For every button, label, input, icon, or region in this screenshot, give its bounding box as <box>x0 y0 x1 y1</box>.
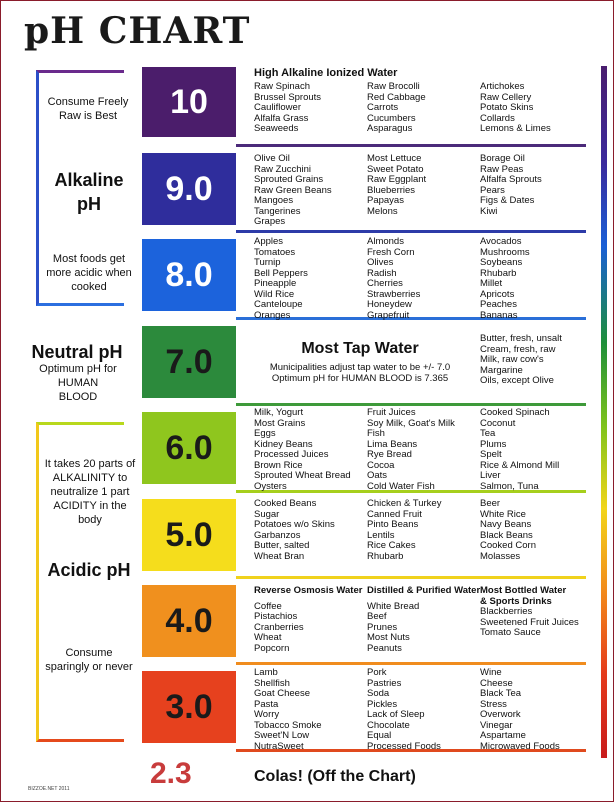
list-item: Canteloupe <box>254 299 303 310</box>
row-6-col-3 <box>480 408 559 492</box>
list-item: Raw Green Beans <box>254 184 332 196</box>
list-item: Potato Skins <box>480 102 534 113</box>
list-item: Pork <box>367 667 387 678</box>
list-item: Mangoes <box>254 195 294 206</box>
page-title: pH CHART <box>24 10 251 52</box>
list-item: Kiwi <box>480 205 498 217</box>
list-item: Tomato Sauce <box>480 627 541 638</box>
list-item: Oats <box>367 470 388 481</box>
list-item: Milk, raw cow's <box>480 354 544 365</box>
row-4-col-2 <box>367 586 480 654</box>
list-item: Beer <box>480 498 501 509</box>
list-item: Wild Rice <box>254 288 295 300</box>
list-item: Aspartame <box>480 730 526 741</box>
row-3-col-3 <box>480 668 560 752</box>
list-item: Coconut <box>480 417 516 429</box>
list-item: Peanuts <box>367 642 402 654</box>
list-item: Raw Peas <box>480 163 524 175</box>
row-10-header: High Alkaline Ionized Water <box>254 67 398 79</box>
list-item: Lack of Sleep <box>367 709 425 720</box>
list-item: Spelt <box>480 449 502 460</box>
list-item: Black Beans <box>480 529 533 541</box>
list-item: Blackberries <box>480 606 533 617</box>
ph-9-value: 9.0 <box>165 169 213 208</box>
list-item: Oysters <box>254 480 287 492</box>
row-10-col-1 <box>254 82 321 135</box>
row-divider <box>236 576 586 579</box>
list-item: Tobacco Smoke <box>254 719 322 731</box>
row-divider <box>236 230 586 233</box>
list-item: Molasses <box>480 550 521 562</box>
list-item: Cauliflower <box>254 102 301 113</box>
row-3-col-1 <box>254 668 322 752</box>
list-item: Fresh Corn <box>367 246 415 258</box>
list-item: Cocoa <box>367 459 395 471</box>
list-item: Sprouted Wheat Bread <box>254 470 351 481</box>
list-item: Cranberries <box>254 621 304 633</box>
list-item: Brown Rice <box>254 459 303 471</box>
list-item: Brussel Sprouts <box>254 91 322 103</box>
list-item: Raw Zucchini <box>254 163 312 175</box>
list-item: Pinto Beans <box>367 519 419 530</box>
list-item: Eggs <box>254 428 276 439</box>
takes-20-parts-label: It takes 20 parts of ALKALINITY to neutralize 1 part ACIDITY in the body <box>44 458 136 526</box>
list-item: Alfalfa Sprouts <box>480 174 542 185</box>
list-item: Lemons & Limes <box>480 123 551 134</box>
list-item: Cheese <box>480 677 513 689</box>
list-item: Cooked Beans <box>254 498 317 509</box>
acidic-ph-label: Acidic pH <box>47 560 131 580</box>
list-item: Cooked Spinach <box>480 407 550 418</box>
ph-6-value: 6.0 <box>165 428 213 467</box>
list-item: White Bread <box>367 600 420 612</box>
row-divider <box>236 662 586 665</box>
list-item: Cream, fresh, raw <box>480 343 556 355</box>
list-item: White Rice <box>480 508 526 520</box>
list-item: Rhubarb <box>480 267 517 279</box>
list-item: NutraSweet <box>254 740 304 752</box>
list-item: Worry <box>254 709 280 720</box>
list-item: Raw Brocolli <box>367 81 420 92</box>
row-divider <box>236 144 586 147</box>
list-item: Pistachios <box>254 611 298 622</box>
list-item: Pastries <box>367 677 402 689</box>
list-item: Chicken & Turkey <box>367 498 442 509</box>
list-item: Sugar <box>254 508 280 520</box>
list-item: Most Nuts <box>367 632 410 643</box>
colas-label: Colas! (Off the Chart) <box>254 768 416 785</box>
row-6-col-1 <box>254 408 351 492</box>
ph-3-value: 3.0 <box>165 687 213 726</box>
list-item: Kidney Beans <box>254 438 313 450</box>
list-item: Honeydew <box>367 299 412 310</box>
ph-9-box <box>142 153 236 225</box>
list-item: Stress <box>480 698 507 710</box>
list-item: Soy Milk, Goat's Milk <box>367 417 455 429</box>
list-item: Cooked Corn <box>480 540 536 551</box>
list-item: Butter, salted <box>254 540 310 551</box>
row-7-col-3 <box>480 334 562 387</box>
list-item: Fruit Juices <box>367 407 416 418</box>
row-4-col-1 <box>254 586 362 654</box>
tap-water-title: Most Tap Water <box>301 340 419 357</box>
list-item: Mushrooms <box>480 246 530 258</box>
ph-4-box <box>142 585 236 657</box>
list-item: Pineapple <box>254 278 297 289</box>
list-item: Sweetened Fruit Juices <box>480 616 579 628</box>
list-item: Canned Fruit <box>367 508 422 520</box>
list-item: Grapefruit <box>367 309 410 321</box>
list-item: Rice & Almond Mill <box>480 459 560 471</box>
list-item: Goat Cheese <box>254 688 310 699</box>
list-item: Plums <box>480 438 507 450</box>
list-item: Oranges <box>254 309 291 321</box>
list-item: Beef <box>367 611 387 622</box>
list-item: Milk, Yogurt <box>254 407 304 418</box>
ph-8-box <box>142 239 236 311</box>
list-item: Pickles <box>367 698 398 710</box>
list-item: Rhubarb <box>367 550 404 562</box>
ph-10-box <box>142 67 236 137</box>
list-item: Margarine <box>480 364 523 376</box>
list-item: Rice Cakes <box>367 540 416 551</box>
list-item: Salmon, Tuna <box>480 480 539 492</box>
ph-10-value: 10 <box>170 82 208 121</box>
row-8-col-1 <box>254 237 308 321</box>
list-item: Melons <box>367 205 398 217</box>
list-item: Wheat <box>254 632 282 643</box>
list-item: Asparagus <box>367 123 413 134</box>
list-item: Oils, except Olive <box>480 375 554 386</box>
list-item: Carrots <box>367 102 399 113</box>
list-item: Lamb <box>254 667 278 678</box>
list-item: Garbanzos <box>254 529 301 541</box>
credit-text: BIZZOE.NET 2011 <box>28 786 70 792</box>
list-item: Wine <box>480 667 502 678</box>
column-header: & Sports Drinks <box>480 595 552 607</box>
ph-7-value: 7.0 <box>165 342 213 381</box>
list-item: Cherries <box>367 278 403 289</box>
list-item: Wheat Bran <box>254 550 305 562</box>
list-item: Collards <box>480 112 515 124</box>
ph-6-box <box>142 412 236 484</box>
list-item: Cucumbers <box>367 112 416 124</box>
list-item: Sprouted Grains <box>254 174 324 185</box>
list-item: Rye Bread <box>367 449 412 460</box>
list-item: Raw Eggplant <box>367 174 427 185</box>
list-item: Bananas <box>480 309 518 321</box>
list-item: Artichokes <box>480 81 525 92</box>
list-item: Avocados <box>480 236 522 247</box>
tap-note-line: Municipalities adjust tap water to be +/- 7.0 <box>269 362 451 373</box>
list-item: Cold Water Fish <box>367 480 435 492</box>
list-item: Grapes <box>254 216 286 227</box>
list-item: Alfalfa Grass <box>254 112 309 124</box>
list-item: Prunes <box>367 621 398 633</box>
list-item: Fish <box>367 428 385 439</box>
row-8-col-2 <box>367 237 420 321</box>
list-item: Bell Peppers <box>254 267 308 279</box>
list-item: Pears <box>480 184 505 196</box>
list-item: Papayas <box>367 195 404 206</box>
list-item: Most Lettuce <box>367 153 422 164</box>
ph-7-box <box>142 326 236 398</box>
list-item: Raw Cellery <box>480 91 532 103</box>
list-item: Butter, fresh, unsalt <box>480 333 562 344</box>
list-item: Lentils <box>367 529 395 541</box>
neutral-ph-label: Neutral pH <box>31 342 123 362</box>
list-item: Sweet'N Low <box>254 730 310 741</box>
list-item: Pasta <box>254 698 279 710</box>
list-item: Equal <box>367 730 392 741</box>
most-foods-label: Most foods get more acidic when cooked <box>46 253 132 293</box>
list-item: Processed Foods <box>367 740 441 752</box>
list-item: Popcorn <box>254 642 290 654</box>
list-item: Soybeans <box>480 257 523 268</box>
list-item: Blueberries <box>367 184 416 196</box>
list-item: Strawberries <box>367 288 421 300</box>
list-item: Processed Juices <box>254 449 329 460</box>
list-item: Millet <box>480 278 503 289</box>
list-item: Tangerines <box>254 205 301 217</box>
column-header: Distilled & Purified Water <box>367 585 481 596</box>
list-item: Seaweeds <box>254 123 299 134</box>
ph-4-value: 4.0 <box>165 601 213 640</box>
row-9-col-3 <box>480 154 542 217</box>
list-item: Sweet Potato <box>367 163 424 175</box>
list-item: Potatoes w/o Skins <box>254 519 335 530</box>
list-item: Soda <box>367 688 390 699</box>
optimum-blood-label: Optimum pH for HUMAN BLOOD <box>39 363 117 403</box>
row-5-col-3 <box>480 499 536 562</box>
list-item: Lima Beans <box>367 438 418 450</box>
list-item: Borage Oil <box>480 153 525 164</box>
list-item: Peaches <box>480 299 517 310</box>
row-9-col-1 <box>254 154 332 228</box>
row-5-col-1 <box>254 499 335 562</box>
list-item: Shellfish <box>254 677 290 689</box>
row-10-col-2 <box>367 82 426 135</box>
list-item: Coffee <box>254 600 282 612</box>
ph-3-box <box>142 671 236 743</box>
list-item: Almonds <box>367 236 404 247</box>
list-item: Chocolate <box>367 719 410 731</box>
row-9-col-2 <box>367 154 426 217</box>
row-5-col-2 <box>367 499 441 562</box>
row-3-col-2 <box>367 668 441 752</box>
list-item: Microwaved Foods <box>480 740 560 752</box>
row-8-col-3 <box>480 237 530 321</box>
ph-5-value: 5.0 <box>165 515 213 554</box>
list-item: Liver <box>480 470 501 481</box>
list-item: Tea <box>480 428 496 439</box>
list-item: Navy Beans <box>480 519 532 530</box>
list-item: Radish <box>367 267 397 279</box>
ph-5-box <box>142 499 236 571</box>
column-header: Most Bottled Water <box>480 585 567 596</box>
list-item: Turnip <box>254 257 281 268</box>
list-item: Most Grains <box>254 417 306 429</box>
list-item: Apricots <box>480 288 515 300</box>
list-item: Olives <box>367 257 394 268</box>
list-item: Raw Spinach <box>254 81 310 92</box>
list-item: Red Cabbage <box>367 91 426 103</box>
row-10-col-3 <box>480 82 551 135</box>
list-item: Black Tea <box>480 688 522 699</box>
tap-water-note <box>254 362 466 384</box>
list-item: Vinegar <box>480 719 513 731</box>
list-item: Figs & Dates <box>480 195 535 206</box>
consume-freely-label: Consume Freely Raw is Best <box>47 96 129 122</box>
column-header: Reverse Osmosis Water <box>254 585 363 596</box>
list-item: Apples <box>254 236 284 247</box>
rainbow-scale-bar <box>601 66 607 758</box>
row-divider <box>236 403 586 406</box>
ph-8-value: 8.0 <box>165 255 213 294</box>
tap-note-line: Optimum pH for HUMAN BLOOD is 7.365 <box>271 373 449 384</box>
row-4-col-3 <box>480 586 579 639</box>
list-item: Olive Oil <box>254 153 290 164</box>
row-6-col-2 <box>367 408 455 492</box>
list-item: Tomatoes <box>254 246 296 258</box>
ph-2-3-value: 2.3 <box>150 757 192 790</box>
consume-sparingly-label: Consume sparingly or never <box>45 647 133 673</box>
alkaline-ph-label: Alkaline pH <box>54 170 124 214</box>
list-item: Overwork <box>480 709 521 720</box>
